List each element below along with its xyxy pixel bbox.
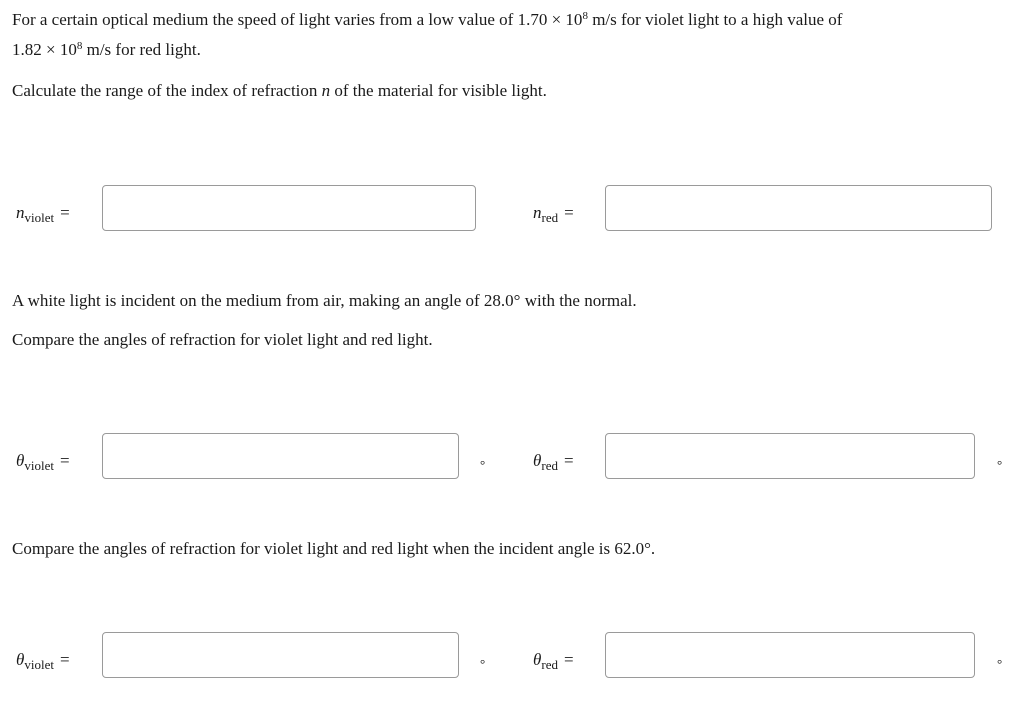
problem-statement-line-1: For a certain optical medium the speed of light varies from a low value of $1.70 \times 10^8$ m/s for violet light to a high value of: [12, 10, 843, 29]
theta-violet-62-label: $\theta_{violet}$ =: [16, 650, 70, 672]
theta-violet-62-input[interactable]: [102, 632, 459, 678]
theta-red-62-degree-unit: °: [997, 656, 1003, 671]
theta-violet-28-label: $\theta_{violet}$ =: [16, 451, 70, 473]
theta-red-28-input[interactable]: [605, 433, 975, 479]
theta-red-62-label: $\theta_{red}$ =: [533, 650, 574, 672]
theta-red-28-label: $\theta_{red}$ =: [533, 451, 574, 473]
n-violet-input[interactable]: [102, 185, 476, 231]
part3-prompt: Compare the angles of refraction for violet light and red light when the incident angle is 62.0°.: [12, 539, 656, 558]
theta-violet-28-degree-unit: °: [480, 457, 486, 472]
theta-red-62-input[interactable]: [605, 632, 975, 678]
part2-prompt-2: Compare the angles of refraction for violet light and red light.: [12, 330, 433, 349]
theta-violet-28-input[interactable]: [102, 433, 459, 479]
theta-red-28-degree-unit: °: [997, 457, 1003, 472]
n-red-label: $n_{red}$ =: [533, 203, 574, 225]
n-red-input[interactable]: [605, 185, 992, 231]
theta-violet-62-degree-unit: °: [480, 656, 486, 671]
part1-prompt: Calculate the range of the index of refraction n of the material for visible light.: [12, 81, 547, 100]
part2-prompt-1: A white light is incident on the medium from air, making an angle of 28.0° with the normal.: [12, 291, 637, 310]
problem-statement-line-2: $1.82 \times 10^8$ m/s for red light.: [12, 40, 201, 59]
n-violet-label: $n_{violet}$ =: [16, 203, 70, 225]
